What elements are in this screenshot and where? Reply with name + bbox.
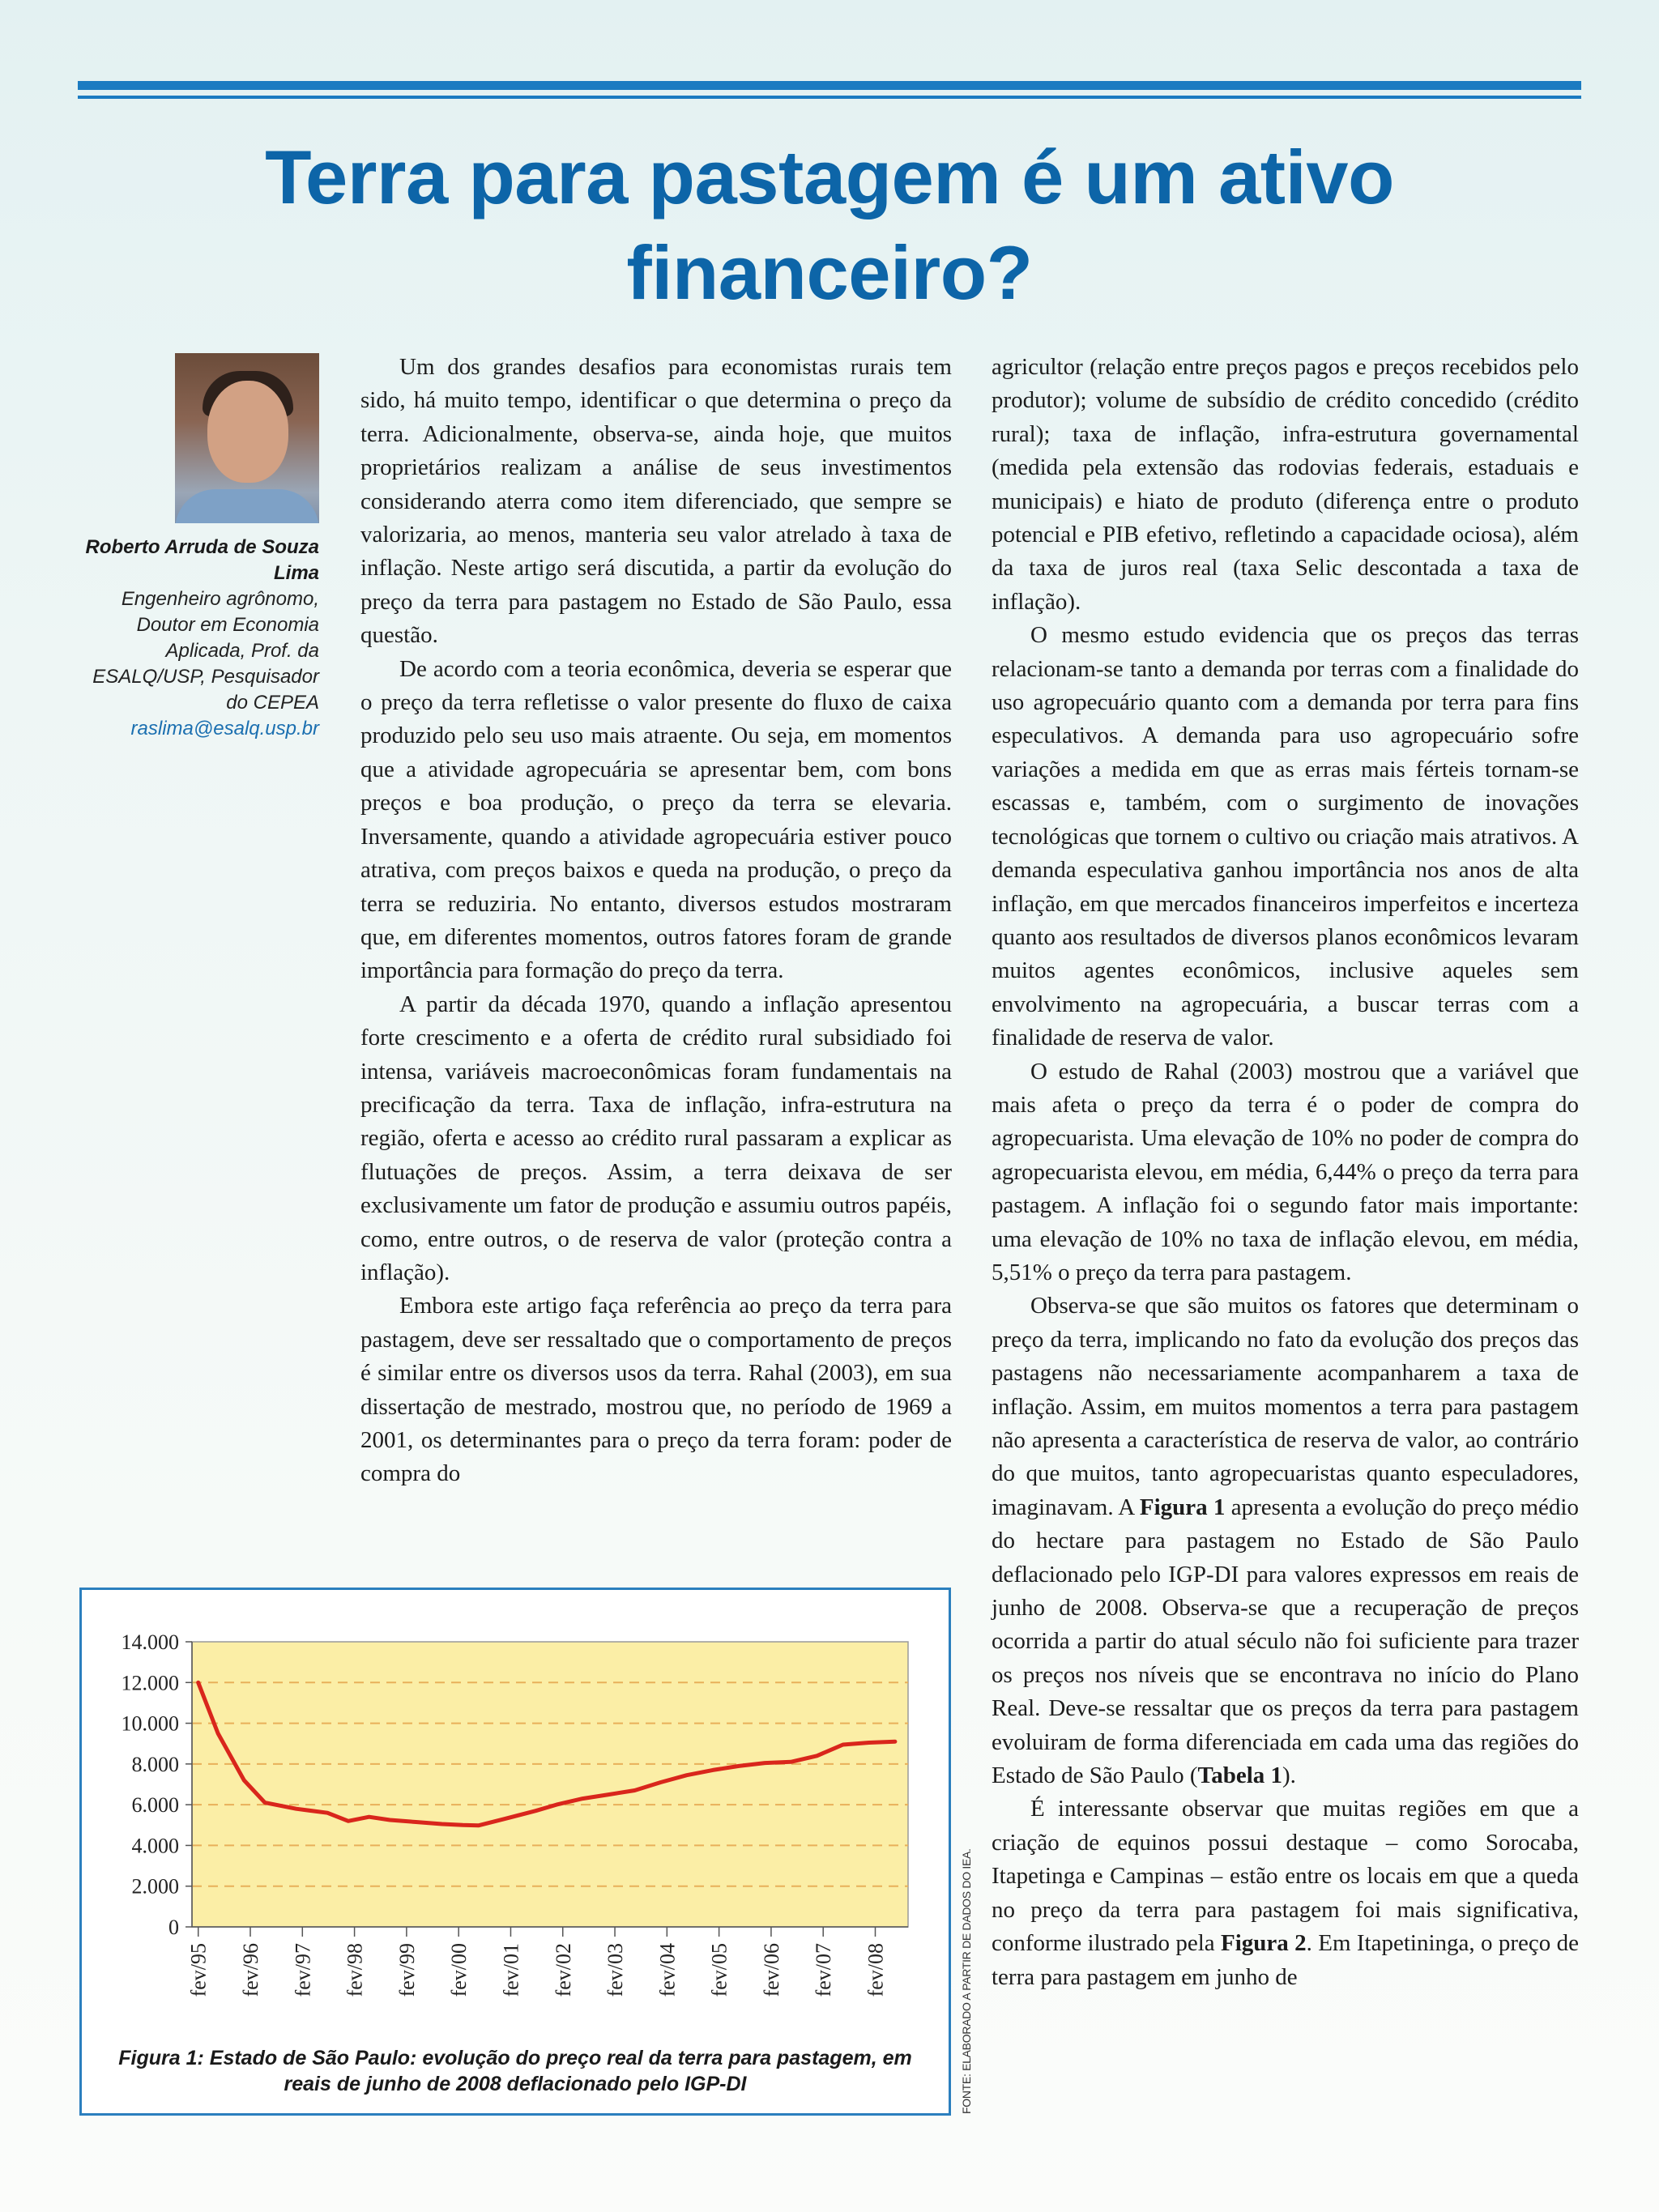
x-tick-label: fev/04 xyxy=(655,1943,680,1997)
author-name: Roberto Arruda de Souza Lima xyxy=(85,536,319,584)
paragraph: A partir da década 1970, quando a inflação apresentou forte crescimento e a oferta de crédito rural subsidiado foi intensa, variáveis macroeconômicas foram fundamentais na precificação da terra. Taxa de inflação, infra-estrutura na região, oferta e acesso ao crédito rural passaram a explicar as flutuações de preços. Assim, a terra deixava de ser exclusivamente um fator de produção e assumiu outros papéis, como, entre outros, o de reserva de valor (proteção contra a inflação). xyxy=(360,991,952,1285)
x-tick-label: fev/00 xyxy=(447,1943,471,1997)
paragraph-text: É interessante observar que muitas regiões em que a criação de equinos possui destaque – como Sorocaba, Itapetinga e Campinas – estão entre os locais em que a queda no preço da terra para pastagem foi mais significativa, conforme ilustrado pela xyxy=(992,1796,1579,1957)
y-tick-label: 8.000 xyxy=(131,1752,179,1776)
x-tick-label: fev/98 xyxy=(343,1943,367,1997)
table-1-reference: Tabela 1 xyxy=(1197,1762,1283,1789)
author-photo-shirt xyxy=(175,489,319,523)
price-line-chart xyxy=(82,1590,949,2044)
author-email[interactable]: raslima@esalq.usp.br xyxy=(130,718,319,739)
y-tick-label: 14.000 xyxy=(121,1630,179,1654)
x-tick-label: fev/97 xyxy=(291,1943,315,1997)
figure-1-reference: Figura 1 xyxy=(1139,1494,1226,1520)
y-tick-label: 2.000 xyxy=(131,1874,179,1899)
paragraph-text: apresenta a evolução do preço médio do hectare para pastagem no Estado de São Paulo deflacionado pelo IGP-DI para valores expressos em reais de junho de 2008. Observa-se que a recuperação de preços ocorrida a partir do atual século não foi suficiente para trazer os preços nos níveis que se encontrava no início do Plano Real. Deve-se ressaltar que os preços da terra para pastagem evoluiram de forma diferenciada em cada uma das regiões do Estado de São Paulo ( xyxy=(992,1494,1579,1789)
figure-source-note xyxy=(957,1652,976,2114)
paragraph-text: ). xyxy=(1282,1762,1296,1789)
paragraph: Um dos grandes desafios para economistas rurais tem sido, há muito tempo, identificar o que determina o preço da terra. Adicionalmente, observa-se, ainda hoje, que muitos proprietários realizam a análise de seus investimentos considerando aterra como item diferenciado, que sempre se valorizaria, ao menos, manteria seu valor atrelado à taxa de inflação. Neste artigo será discutida, a partir da evolução do preço da terra para pastagem no Estado de São Paulo, essa questão. xyxy=(360,354,952,649)
x-tick-label: fev/06 xyxy=(759,1943,783,1997)
paragraph: De acordo com a teoria econômica, deveria se esperar que o preço da terra refletisse o valor presente do fluxo de caixa produzido pelo seu uso mais atraente. Ou seja, em momentos que a atividade agropecuária se apresentar bem, com bons preços e boa produção, o preço da terra se elevaria. Inversamente, quando a atividade agropecuária estiver pouco atrativa, com preços baixos e queda na produção, o preço da terra se reduziria. No entanto, diversos estudos mostraram que, em diferentes momentos, outros fatores foram de grande importância para formação do preço da terra. xyxy=(360,655,952,984)
author-photo-face xyxy=(207,381,288,483)
y-tick-label: 10.000 xyxy=(121,1711,179,1736)
paragraph: agricultor (relação entre preços pagos e preços recebidos pelo produtor); volume de subsídio de crédito concedido (crédito rural); taxa de inflação, infra-estrutura governamental (medida pela extensão das rodovias federais, estaduais e municipais) e hiato de produto (diferença entre o produto potencial e PIB efetivo, refletindo a capacidade ociosa), além da taxa de juros real (taxa Selic descontada a taxa de inflação). xyxy=(992,354,1579,615)
figure-2-reference: Figura 2 xyxy=(1221,1930,1307,1957)
x-tick-label: fev/95 xyxy=(186,1943,211,1997)
figure-source-text: FONTE: ELABORADO A PARTIR DE DADOS DO IEA. xyxy=(960,1848,973,2114)
paragraph xyxy=(992,1792,1579,1993)
paragraph-text: . Em Itapetininga, o preço de terra para pastagem em junho de xyxy=(992,1930,1579,1990)
article-title: Terra para pastagem é um ativo financeiro? xyxy=(265,134,1394,315)
x-tick-label: fev/07 xyxy=(812,1943,836,1997)
y-tick-label: 12.000 xyxy=(121,1671,179,1695)
y-tick-label: 0 xyxy=(168,1916,179,1939)
paragraph xyxy=(992,1289,1579,1792)
x-tick-label: fev/08 xyxy=(864,1943,888,1997)
paragraph: O estudo de Rahal (2003) mostrou que a variável que mais afeta o preço da terra é o poder de compra do agropecuarista. Uma elevação de 10% no poder de compra do agropecuarista elevou, em média, 6,44% o preço da terra para pastagem. A inflação foi o segundo fator mais importante: uma elevação de 10% no taxa de inflação elevou, em média, 5,51% o preço da terra para pastagem. xyxy=(992,1058,1579,1285)
x-tick-label: fev/99 xyxy=(394,1943,419,1997)
top-rule-thin xyxy=(78,96,1581,99)
author-photo xyxy=(175,353,319,523)
author-block xyxy=(73,535,319,742)
x-tick-label: fev/01 xyxy=(499,1943,523,1997)
plot-area xyxy=(192,1642,908,1927)
paragraph-text: Observa-se que são muitos os fatores que determinam o preço da terra, implicando no fato da evolução dos preços das pastagens não necessariamente acompanharem a taxa de inflação. Assim, em muitos momentos a terra para pastagem não apresenta a característica de reserva de valor, ao contrário do que muitos, tanto agropecuaristas quanto especuladores, imaginavam. A xyxy=(992,1293,1579,1520)
paragraph: Embora este artigo faça referência ao preço da terra para pastagem, deve ser ressaltado que o comportamento de preços é similar entre os diversos usos da terra. Rahal (2003), em sua dissertação de mestrado, mostrou que, no período de 1969 a 2001, os determinantes para o preço da terra foram: poder de compra do xyxy=(360,1293,952,1487)
x-tick-label: fev/96 xyxy=(239,1943,263,1997)
x-tick-label: fev/03 xyxy=(603,1943,628,1997)
y-tick-label: 6.000 xyxy=(131,1793,179,1818)
paragraph: O mesmo estudo evidencia que os preços das terras relacionam-se tanto a demanda por terras com a finalidade do uso agropecuário quanto com a demanda por terra para fins especulativos. A demanda para uso agropecuário sofre variações a medida em que as erras mais férteis tornam-se escassas e, também, com o surgimento de inovações tecnológicas que tornem o cultivo ou criação mais atrativos. A demanda especulativa ganhou importância nos anos de alta inflação, em que mercados financeiros imperfeitos e incerteza quanto aos resultados de diversos planos econômicos levaram muitos agentes econômicos, inclusive aqueles sem envolvimento na agropecuária, a buscar terras com a finalidade de reserva de valor. xyxy=(992,622,1579,1051)
x-tick-label: fev/02 xyxy=(551,1943,575,1997)
figure-caption: Figura 1: Estado de São Paulo: evolução do preço real da terra para pastagem, em reais de junho de 2008 deflacionado pelo IGP-DI xyxy=(118,2047,912,2095)
top-rule-thick xyxy=(78,81,1581,90)
y-tick-label: 4.000 xyxy=(131,1834,179,1858)
x-tick-label: fev/05 xyxy=(707,1943,731,1997)
author-role: Engenheiro agrônomo, Doutor em Economia Aplicada, Prof. da ESALQ/USP, Pesquisador do CEPEA xyxy=(92,588,319,714)
figure-1-box xyxy=(79,1588,951,2116)
article-column-1 xyxy=(360,351,952,1491)
article-column-2 xyxy=(992,351,1579,1994)
